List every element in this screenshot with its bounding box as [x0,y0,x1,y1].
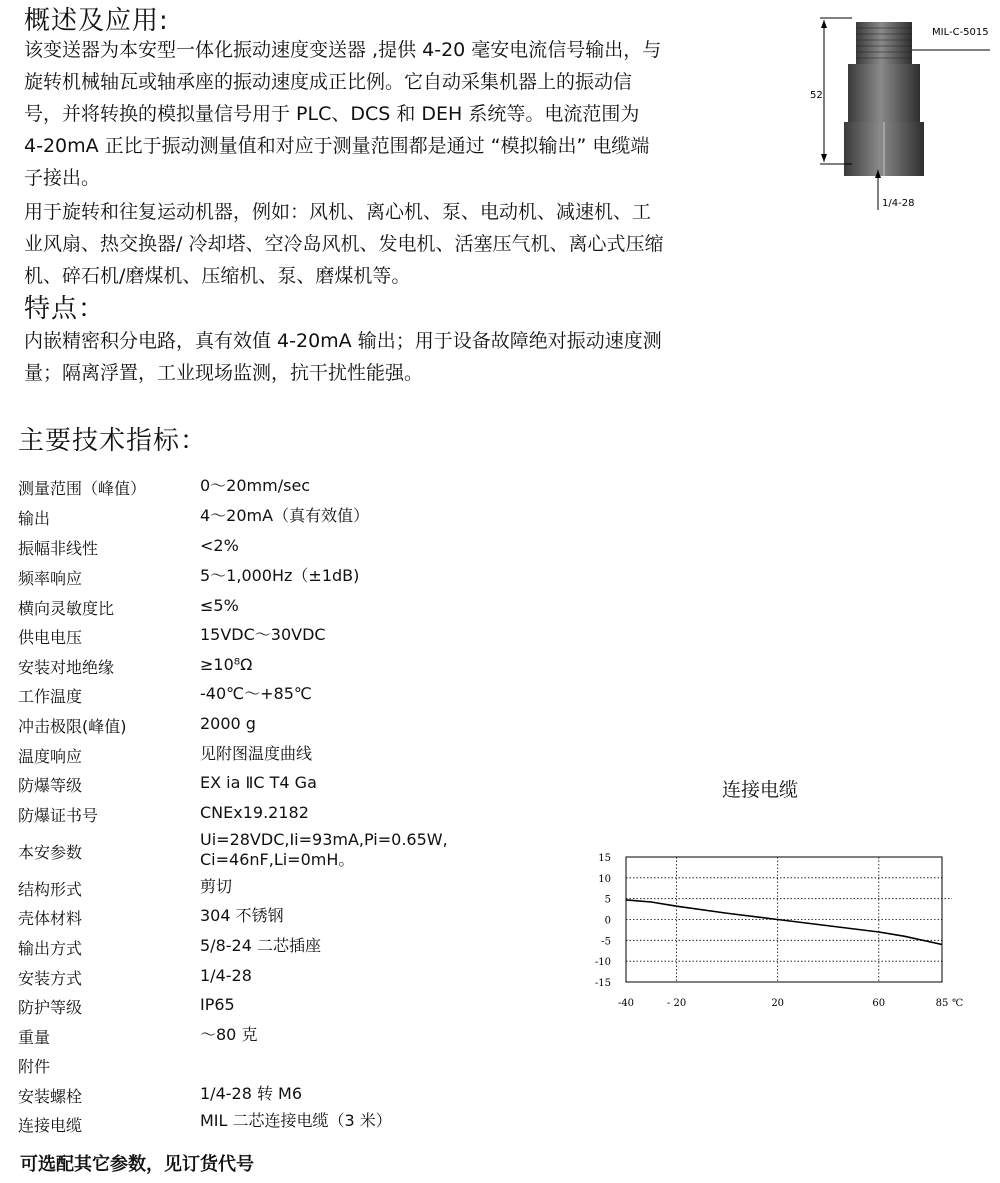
y-tick-label: 10 [598,873,611,885]
spec-label: 横向灵敏度比 [18,599,115,618]
spec-value: 4～20mA（真有效值） [200,506,370,525]
sensor-body [848,64,920,122]
spec-label: 工作温度 [18,687,83,706]
spec-value: 5/8-24 二芯插座 [200,936,321,955]
spec-label: 结构形式 [18,880,83,899]
connector-label: MIL-C-5015 [932,27,989,38]
y-tick-label: 5 [604,894,611,906]
y-tick-label: -5 [601,936,611,948]
overview-paragraph-1: 该变送器为本安型一体化振动速度变送器 ,提供 4-20 毫安电流信号输出，与旋转机械轴瓦或轴承座的振动速度成正比例。它自动采集机器上的振动信号，并将转换的模拟量信号用于 PLC、DCS 和 DEH 系统等。电流范围为 4-20mA 正比于振动测量值和对应于测量范围都是通过 “模拟输出” 电缆端子接出。 [24,39,662,189]
spec-value: 1/4-28 转 M6 [200,1084,303,1103]
y-tick-label: 15 [598,853,611,864]
x-tick-label: 85 [935,998,949,1009]
spec-value: 304 不锈钢 [200,906,284,925]
x-tick-label: 60 [872,998,886,1009]
spec-value: 15VDC～30VDC [200,625,326,644]
spec-value: 1/4-28 [200,966,252,985]
spec-label: 频率响应 [18,569,83,588]
thread-label: 1/4-28 [882,198,915,209]
overview-heading: 概述及应用: [24,6,169,36]
overview-paragraph-2: 用于旋转和往复运动机器，例如：风机、离心机、泵、电动机、减速机、工业风扇、热交换器/ 冷却塔、空冷岛风机、发电机、活塞压气机、离心式压缩机、碎石机/磨煤机、压缩机、泵、磨煤机等。 [24,201,664,287]
spec-label: 温度响应 [18,747,83,766]
spec-value: 剪切 [200,877,233,896]
footer-note: 可选配其它参数，见订货代号 [20,1154,254,1175]
spec-value: 2000 g [200,714,256,733]
x-tick-label: -40 [617,998,635,1009]
spec-label: 重量 [18,1028,51,1047]
features-text: 内嵌精密积分电路，真有效值 4-20mA 输出；用于设备故障绝对振动速度测量；隔离浮置，工业现场监测，抗干扰性能强。 [24,330,662,384]
spec-value: -40℃～+85℃ [200,684,312,703]
spec-value: EX ia ⅡC T4 Ga [200,773,317,792]
spec-value: ≥10⁸Ω [200,655,253,674]
spec-label: 输出 [18,509,51,528]
temperature-chart [590,845,964,1020]
x-tick-label: - 20 [666,998,687,1009]
spec-value: ≤5% [200,596,239,615]
y-tick-label: -15 [594,978,611,989]
spec-value: <2% [200,536,239,555]
spec-label: 安装螺栓 [18,1087,83,1106]
spec-label: 防爆等级 [18,776,83,795]
spec-label: 防爆证书号 [18,806,99,825]
spec-value: IP65 [200,995,235,1014]
spec-value: CNEx19.2182 [200,803,309,822]
spec-value: MIL 二芯连接电缆（3 米） [200,1111,392,1130]
spec-label: 附件 [18,1057,51,1076]
spec-label: 测量范围（峰值） [18,479,147,498]
x-tick-label: 20 [771,998,785,1009]
spec-label: 安装对地绝缘 [18,658,115,677]
spec-value: 5～1,000Hz（±1dB) [200,566,360,585]
spec-label: 防护等级 [18,998,83,1017]
features-heading: 特点： [24,294,106,324]
spec-label: 冲击极限(峰值) [18,717,127,736]
series-line [626,900,942,945]
spec-value: 0～20mm/sec [200,476,311,495]
chart-title: 连接电缆 [722,779,799,801]
spec-label: 输出方式 [18,939,83,958]
y-tick-label: -10 [594,957,611,969]
spec-value: ～80 克 [200,1025,258,1044]
height-dimension-label: 52 [810,90,823,101]
spec-label: 安装方式 [18,969,83,988]
spec-value: Ui=28VDC,Ii=93mA,Pi=0.65W, Ci=46nF,Li=0mH。 [200,830,448,869]
spec-label: 壳体材料 [18,909,83,928]
spec-label: 连接电缆 [18,1116,83,1135]
specs-heading: 主要技术指标： [18,426,208,456]
spec-label: 供电电压 [18,628,83,647]
spec-label: 振幅非线性 [18,539,99,558]
x-unit-label: ℃ [952,998,964,1009]
y-tick-label: 0 [604,915,611,927]
spec-label: 本安参数 [18,843,83,862]
spec-value: 见附图温度曲线 [200,744,313,763]
sensor-drawing [790,10,995,215]
